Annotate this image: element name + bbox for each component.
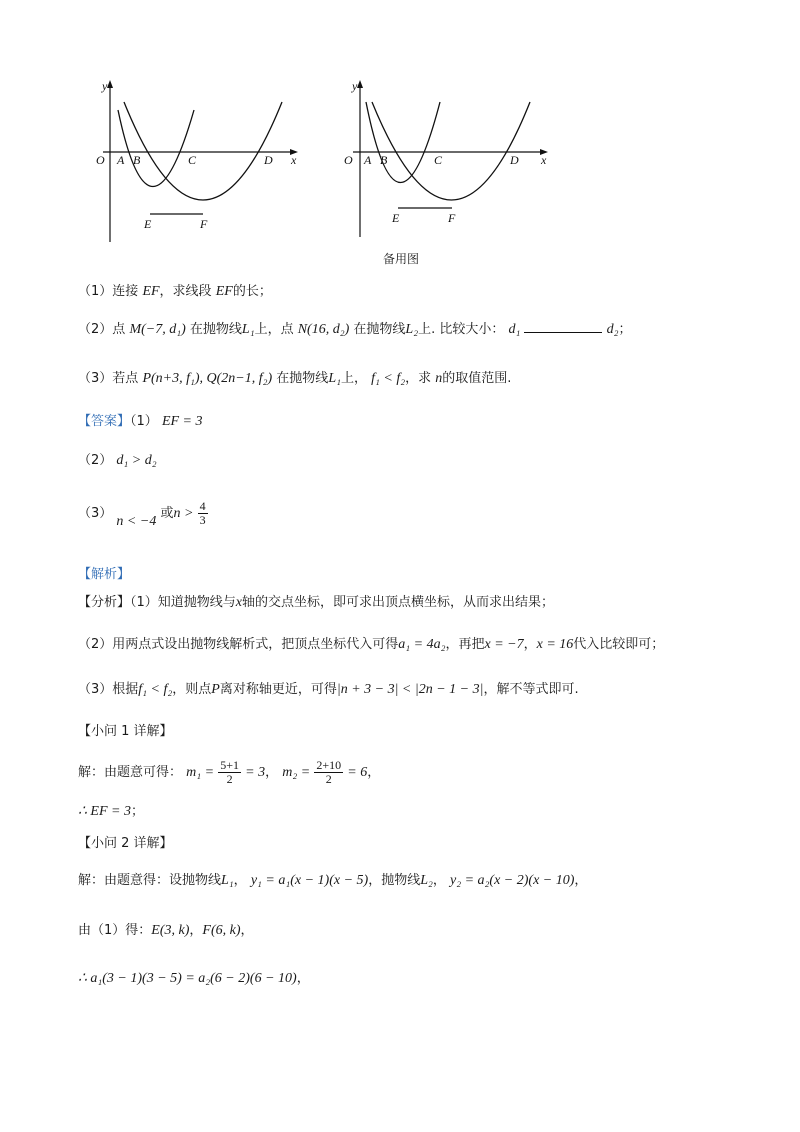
m2-value: = 6 (347, 765, 368, 780)
label-x: x (541, 153, 547, 167)
answer-2-number: （2） (78, 453, 113, 468)
fenxi-text: ，再把 (445, 637, 485, 652)
sub1-heading (78, 723, 173, 741)
m2-label: m₂ = (282, 765, 311, 780)
question-2 (78, 320, 632, 339)
parabola-graph-backup (338, 72, 553, 247)
label-A: A (117, 153, 125, 167)
answer-blank (524, 320, 602, 333)
q3-text: 若点 (112, 371, 139, 386)
label-F: F (200, 217, 208, 231)
sub1-end: ； (130, 804, 144, 819)
answer-3-left: n < −4 (116, 514, 157, 529)
label-O: O (344, 153, 353, 167)
fenxi-text: 代入比较即可； (573, 637, 665, 652)
d2-label: d₂ (606, 322, 619, 337)
q2-text: 上. 比较大小： (418, 322, 505, 337)
parabola-L1-label: L₁ (328, 371, 341, 386)
q3-text: ，求 (405, 371, 432, 386)
parabola-L1-label: L₁ (221, 873, 234, 888)
fenxi-text: 离对称轴更近，可得 (219, 682, 337, 697)
q2-text: 在抛物线 (189, 322, 242, 337)
fraction-denominator: 3 (199, 513, 206, 527)
fraction-denominator: 2 (226, 772, 233, 786)
fraction-m1 (218, 759, 241, 786)
sub1-text: 解：由题意可得： (78, 765, 183, 780)
fraction-denominator: 2 (325, 772, 332, 786)
q2-end: ； (618, 322, 632, 337)
answer-3-or: 或 (160, 506, 174, 521)
q2-text: 在抛物线 (353, 322, 406, 337)
fenxi-text: （1）知道抛物线与 (130, 595, 236, 610)
sub1-tag: 【小问 1 详解】 (78, 724, 173, 739)
sub2-text: 解：由题意得：设抛物线 (78, 873, 222, 888)
d1-label: d₁ (508, 322, 521, 337)
sub2-sep: ， (233, 873, 247, 888)
q1-segment: EF (142, 284, 160, 299)
answer-tag: 【答案】 (78, 414, 131, 429)
fraction-numerator: 5+1 (220, 758, 240, 772)
sub2-sep: ， (432, 873, 446, 888)
value-x1: x = −7 (484, 637, 524, 652)
label-y: y (352, 79, 358, 93)
answer-line-1 (78, 413, 203, 431)
fenxi-sep: ， (523, 637, 537, 652)
q3-text: 的取值范围. (442, 371, 512, 386)
sub2-sep: ， (189, 923, 203, 938)
fraction-4-3 (198, 500, 208, 527)
fenxi-tag: 【分析】 (78, 595, 131, 610)
ef-result: ∴ EF = 3 (78, 804, 131, 819)
answer-line-2 (78, 452, 157, 470)
question-3 (78, 370, 511, 388)
parabola-figure-backup (338, 72, 553, 251)
label-B: B (133, 153, 141, 167)
sub2-line-2 (78, 922, 254, 940)
equation-a1-a2: ∴ a₁(3 − 1)(3 − 5) = a₂(6 − 2)(6 − 10) (78, 971, 297, 986)
point-F: F(6, k) (202, 923, 241, 938)
answer-line-3 (78, 500, 208, 527)
q2-text: 点 (112, 322, 126, 337)
parabola-L2 (372, 102, 530, 200)
q3-text: 上， (340, 371, 367, 386)
abs-inequality: |n + 3 − 3| < |2n − 1 − 3| (336, 682, 484, 697)
q2-number: （2） (78, 322, 113, 337)
q3-text: 在抛物线 (276, 371, 329, 386)
label-C: C (188, 153, 197, 167)
answer-3-number: （3） (78, 506, 113, 521)
sub1-sep: ， (265, 765, 279, 780)
q1-text: 连接 (112, 284, 139, 299)
point-E: E(3, k) (151, 923, 190, 938)
variable-x: x (235, 595, 243, 610)
value-x2: x = 16 (536, 637, 574, 652)
answer-2: d₁ > d₂ (116, 453, 157, 468)
fenxi-text: （3）根据 (78, 682, 139, 697)
fenxi-text: ，解不等式即可. (483, 682, 579, 697)
label-x: x (291, 153, 297, 167)
fenxi-text: （2）用两点式设出抛物线解析式，把顶点坐标代入可得 (78, 637, 399, 652)
points-P-Q: P(n+3, f₁), Q(2n−1, f₂) (142, 371, 273, 386)
parabola-L1 (118, 110, 194, 187)
fenxi-line-1 (78, 594, 554, 612)
equation-y1: y₁ = a₁(x − 1)(x − 5) (250, 873, 369, 888)
parabola-figure-main (88, 72, 303, 251)
label-F: F (448, 211, 456, 225)
answer-1-number: （1） (130, 414, 158, 429)
parabola-L1-label: L₁ (241, 322, 255, 337)
q3-inequality: f₁ < f₂ (371, 371, 406, 386)
q2-text: 上，点 (254, 322, 294, 337)
parabola-L2-label: L₂ (405, 322, 419, 337)
sub2-text: ，抛物线 (368, 873, 421, 888)
q1-text: 的长； (232, 284, 272, 299)
label-E: E (392, 211, 400, 225)
fenxi-text: 轴的交点坐标，即可求出顶点横坐标，从而求出结果； (242, 595, 555, 610)
parabola-graph (88, 72, 303, 247)
analysis-tag: 【解析】 (78, 567, 131, 582)
relation-a1-a2: a₁ = 4a₂ (398, 637, 446, 652)
label-B: B (380, 153, 388, 167)
fraction-numerator: 2+10 (316, 758, 342, 772)
label-D: D (510, 153, 519, 167)
label-C: C (434, 153, 443, 167)
q1-text: ，求线段 (159, 284, 212, 299)
fenxi-line-3 (78, 681, 579, 699)
sub2-tag: 【小问 2 详解】 (78, 836, 173, 851)
fraction-m2 (314, 759, 343, 786)
q1-number: （1） (78, 284, 113, 299)
sub2-heading (78, 835, 173, 853)
m1-value: = 3 (245, 765, 266, 780)
sub2-end: ， (296, 971, 310, 986)
sub2-line-3 (78, 970, 310, 988)
label-D: D (264, 153, 273, 167)
sub1-line-1 (78, 758, 380, 788)
y-axis-arrow (357, 80, 363, 88)
fraction-numerator: 4 (199, 499, 206, 513)
answer-3-right: n > (173, 506, 194, 521)
point-M: M(−7, d₁) (129, 322, 186, 337)
sub2-line-1 (78, 872, 587, 890)
point-P: P (211, 682, 220, 697)
equation-y2: y₂ = a₂(x − 2)(x − 10) (450, 873, 575, 888)
fenxi-line-2 (78, 636, 664, 654)
analysis-heading (78, 566, 130, 584)
variable-n: n (435, 371, 443, 386)
label-E: E (144, 217, 152, 231)
label-y: y (102, 79, 108, 93)
question-1 (78, 283, 272, 301)
sub1-end: ， (367, 765, 381, 780)
point-N: N(16, d₂) (297, 322, 350, 337)
figure-caption: 备用图 (383, 252, 420, 266)
inequality-f: f₁ < f₂ (138, 682, 173, 697)
sub1-line-2 (78, 803, 144, 821)
fenxi-text: ，则点 (172, 682, 212, 697)
q1-segment: EF (215, 284, 233, 299)
sub2-end: ， (240, 923, 254, 938)
sub2-text: 由（1）得： (78, 923, 152, 938)
m1-label: m₁ = (186, 765, 215, 780)
sub2-end: ， (574, 873, 588, 888)
answer-1: EF = 3 (161, 414, 203, 429)
label-A: A (364, 153, 372, 167)
q3-number: （3） (78, 371, 113, 386)
label-O: O (96, 153, 105, 167)
y-axis-arrow (107, 80, 113, 88)
parabola-L2-label: L₂ (420, 873, 433, 888)
